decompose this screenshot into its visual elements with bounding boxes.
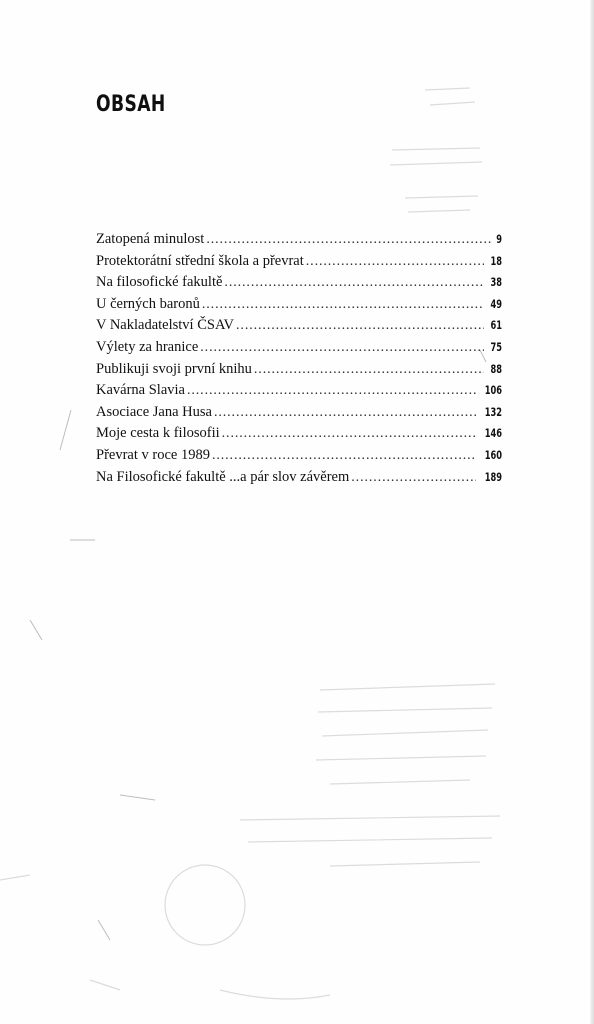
toc-entry-page: 88 (490, 361, 502, 376)
contents-heading: OBSAH (96, 92, 166, 117)
toc-entry-title: Protektorátní střední škola a převrat (96, 252, 304, 269)
toc-entry[interactable] (96, 445, 502, 467)
toc-entry[interactable] (96, 359, 502, 381)
toc-entry-title: Zatopená minulost (96, 231, 205, 247)
dot-leader (254, 359, 484, 381)
table-of-contents (96, 229, 502, 488)
toc-entry[interactable] (96, 251, 502, 273)
toc-entry[interactable] (96, 402, 502, 424)
toc-entry[interactable] (96, 423, 502, 445)
dot-leader (214, 402, 476, 424)
toc-entry-title: Výlety za hranice (96, 338, 199, 355)
toc-entry-title: V Nakladatelství ČSAV (96, 317, 235, 334)
dot-leader (306, 251, 484, 273)
toc-entry[interactable] (96, 337, 502, 359)
dot-leader (224, 272, 484, 294)
dot-leader (222, 423, 476, 445)
dot-leader (200, 337, 484, 359)
toc-entry-page: 61 (490, 318, 502, 333)
toc-entry-page: 189 (484, 469, 502, 484)
toc-entry-page: 132 (484, 404, 502, 419)
dot-leader (206, 229, 492, 251)
toc-entry-title: Na Filosofické fakultě ...a pár slov závěrem (96, 468, 350, 485)
toc-entry-page: 146 (484, 426, 502, 441)
dot-leader (202, 294, 484, 316)
dot-leader (212, 445, 476, 467)
toc-entry[interactable] (96, 315, 502, 337)
toc-entry[interactable] (96, 294, 502, 316)
toc-entry-title: Publikuji svoji první knihu (96, 360, 252, 377)
dot-leader (187, 380, 476, 402)
toc-entry-title: Moje cesta k filosofii (96, 425, 220, 442)
toc-entry-title: Na filosofické fakultě (96, 274, 223, 291)
page-edge (590, 0, 594, 1024)
toc-entry-title: U černých baronů (96, 295, 200, 312)
toc-entry-title: Převrat v roce 1989 (96, 446, 210, 463)
toc-entry-page: 49 (490, 296, 502, 311)
toc-entry-page: 9 (496, 232, 502, 246)
toc-entry-page: 18 (490, 253, 502, 268)
toc-entry-title: Kavárna Slavia (96, 382, 185, 399)
toc-entry[interactable] (96, 272, 502, 294)
toc-entry[interactable] (96, 229, 502, 251)
toc-entry-page: 160 (484, 447, 502, 462)
toc-entry-title: Asociace Jana Husa (96, 403, 212, 420)
toc-entry[interactable] (96, 467, 502, 489)
toc-entry[interactable] (96, 380, 502, 402)
dot-leader (351, 467, 476, 489)
toc-entry-page: 38 (490, 275, 502, 290)
dot-leader (236, 315, 484, 337)
toc-entry-page: 106 (484, 383, 502, 398)
toc-entry-page: 75 (490, 339, 502, 354)
